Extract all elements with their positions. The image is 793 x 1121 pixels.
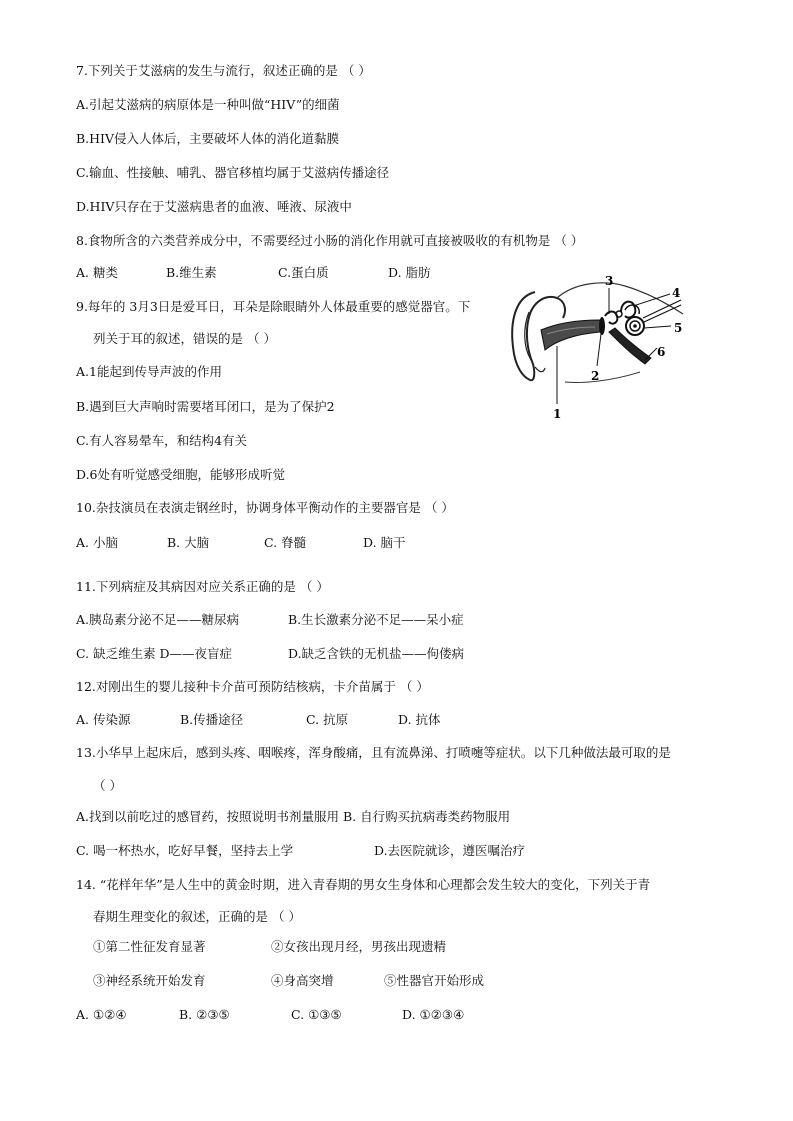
q10-option-b: B. 大脑 — [167, 535, 210, 550]
q9-option-d: D.6处有听觉感受细胞，能够形成听觉 — [76, 467, 286, 482]
q14-statement-4: ④身高突增 — [271, 973, 334, 988]
q8-stem: 8.食物所含的六类营养成分中，不需要经过小肠的消化作用就可直接被吸收的有机物是 （ ） — [76, 233, 584, 248]
figure-label-5: 5 — [674, 321, 683, 335]
q14-option-a: A. ①②④ — [76, 1007, 127, 1022]
ear-diagram — [505, 272, 695, 427]
q7-option-d: D.HIV只存在于艾滋病患者的血液、唾液、尿液中 — [76, 199, 352, 214]
q14-statements-row1 — [93, 938, 446, 956]
q8-option-d: D. 脂肪 — [388, 265, 431, 280]
q11-option-a: A.胰岛素分泌不足——糖尿病 — [76, 612, 240, 627]
q8-options — [76, 264, 431, 282]
q8-option-a: A. 糖类 — [76, 265, 118, 280]
q14-statement-3: ③神经系统开始发育 — [93, 973, 206, 988]
q9-option-a: A.1能起到传导声波的作用 — [76, 364, 222, 379]
q14-statement-1: ①第二性征发育显著 — [93, 939, 206, 954]
q14-statement-2: ②女孩出现月经，男孩出现遗精 — [271, 939, 447, 954]
q11-options-ab — [76, 611, 464, 629]
q13-options-cd — [76, 842, 525, 860]
q11-stem: 11.下列病症及其病因对应关系正确的是 （ ） — [76, 579, 329, 594]
q13-options-ab: A.找到以前吃过的感冒药，按照说明书剂量服用 B. 自行购买抗病毒类药物服用 — [76, 809, 511, 824]
q7-option-c: C.输血、性接触、哺乳、器官移植均属于艾滋病传播途径 — [76, 165, 390, 180]
ear-diagram-svg — [505, 272, 695, 427]
q10-option-c: C. 脊髓 — [264, 535, 307, 550]
q12-option-a: A. 传染源 — [76, 712, 131, 727]
q7-option-b: B.HIV侵入人体后，主要破坏人体的消化道黏膜 — [76, 131, 340, 146]
q13-stem-line1: 13.小华早上起床后，感到头疼、咽喉疼，浑身酸痛，且有流鼻涕、打喷嚏等症状。以下几种做法最可取的是 — [76, 745, 671, 760]
q10-stem: 10.杂技演员在表演走钢丝时，协调身体平衡动作的主要器官是 （ ） — [76, 500, 454, 515]
q14-options — [76, 1006, 464, 1024]
ear-canal — [541, 320, 600, 350]
q10-option-d: D. 脑干 — [363, 535, 406, 550]
q9-stem-line2: 列关于耳的叙述，错误的是 （ ） — [93, 331, 276, 346]
q9-stem-line1: 9.每年的 3月3日是爱耳日，耳朵是除眼睛外人体最重要的感觉器官。下 — [76, 299, 471, 314]
q14-option-d: D. ①②③④ — [402, 1007, 465, 1022]
q13-stem-line2: （ ） — [93, 778, 122, 793]
q14-statements-row2 — [93, 972, 484, 990]
q9-option-c: C.有人容易晕车，和结构4有关 — [76, 433, 248, 448]
q11-options-cd — [76, 645, 464, 663]
q11-option-d: D.缺乏含铁的无机盐——佝偻病 — [288, 646, 465, 661]
q9-option-b: B.遇到巨大声响时需要堵耳闭口，是为了保护2 — [76, 399, 335, 414]
q12-option-b: B.传播途径 — [180, 712, 244, 727]
figure-label-1: 1 — [553, 407, 562, 421]
q8-option-b: B.维生素 — [166, 265, 217, 280]
q14-stem-line1: 14. “花样年华”是人生中的黄金时期，进入青春期的男女生身体和心理都会发生较大的变化，下列关于青 — [76, 877, 651, 892]
q11-option-c: C. 缺乏维生素 D——夜盲症 — [76, 646, 233, 661]
eardrum — [599, 317, 605, 335]
semicircular-canals — [621, 302, 635, 318]
q14-option-b: B. ②③⑤ — [179, 1007, 230, 1022]
q8-option-c: C.蛋白质 — [278, 265, 329, 280]
figure-label-4: 4 — [672, 286, 681, 300]
figure-label-2: 2 — [591, 369, 600, 383]
figure-label-3: 3 — [605, 274, 614, 288]
q12-stem: 12.对刚出生的婴儿接种卡介苗可预防结核病，卡介苗属于 （ ） — [76, 679, 429, 694]
q14-statement-5: ⑤性器官开始形成 — [384, 973, 485, 988]
q12-options — [76, 711, 441, 729]
q10-options — [76, 534, 406, 552]
q12-option-d: D. 抗体 — [398, 712, 441, 727]
q7-option-a: A.引起艾滋病的病原体是一种叫做“HIV”的细菌 — [76, 97, 340, 112]
figure-label-6: 6 — [657, 345, 666, 359]
q11-option-b: B.生长激素分泌不足——呆小症 — [288, 612, 464, 627]
q10-option-a: A. 小脑 — [76, 535, 118, 550]
q7-stem: 7.下列关于艾滋病的发生与流行，叙述正确的是 （ ） — [76, 63, 371, 78]
q14-option-c: C. ①③⑤ — [291, 1007, 342, 1022]
q13-option-c: C. 喝一杯热水，吃好早餐，坚持去上学 — [76, 843, 294, 858]
q13-option-d: D.去医院就诊，遵医嘱治疗 — [374, 843, 526, 858]
q12-option-c: C. 抗原 — [306, 712, 349, 727]
q14-stem-line2: 春期生理变化的叙述，正确的是 （ ） — [93, 909, 301, 924]
